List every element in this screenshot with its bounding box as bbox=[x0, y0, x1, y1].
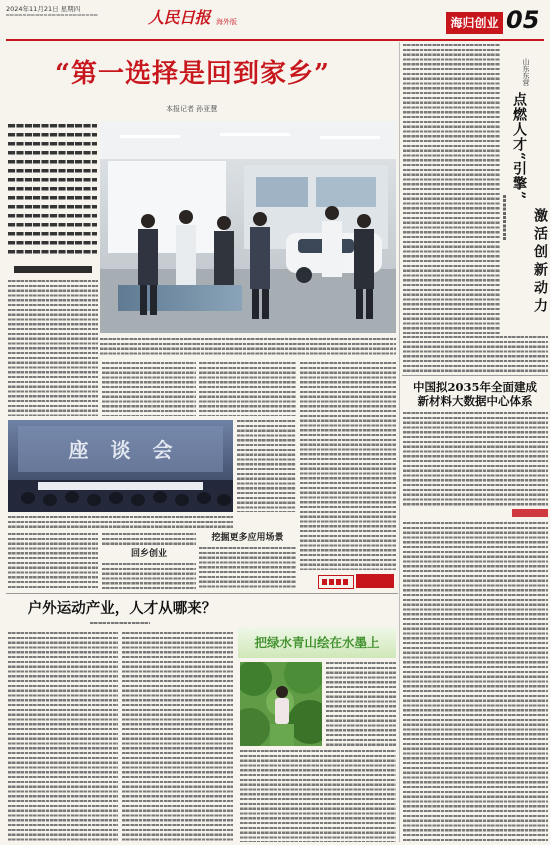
side-article-text-bottom bbox=[403, 336, 548, 372]
side-article-title-line2: 激活创新动力 bbox=[532, 208, 548, 316]
right-column-rule bbox=[399, 42, 400, 842]
body-text-col2 bbox=[102, 362, 196, 416]
subhead-return-home: 回乡创业 bbox=[130, 549, 167, 559]
outdoor-text-col1 bbox=[8, 632, 118, 842]
green-article-title: 把绿水青山绘在水墨上 bbox=[254, 635, 380, 650]
header-rule bbox=[6, 39, 544, 41]
edition-label: 海外版 bbox=[216, 18, 237, 26]
body-text-col4 bbox=[300, 362, 396, 570]
green-photo bbox=[240, 662, 322, 746]
green-article-text-side bbox=[326, 662, 396, 746]
column-seal-box bbox=[356, 574, 394, 588]
section-divider bbox=[6, 593, 398, 594]
forum-photo-caption bbox=[8, 516, 233, 528]
body-text-col3-lower bbox=[199, 547, 296, 590]
factory-photo-image bbox=[100, 121, 396, 333]
body-text-col1-lower bbox=[8, 533, 98, 590]
newspaper-logo: 人民日报 bbox=[148, 8, 211, 27]
body-text-col3-wrap bbox=[237, 420, 296, 512]
column-seal-mark bbox=[322, 579, 350, 585]
main-byline: 本报记者 孙亚慧 bbox=[166, 105, 218, 113]
side-article-location: 山东东营 bbox=[522, 58, 530, 86]
forum-banner-text: 座谈会 bbox=[68, 438, 195, 462]
body-text-col2-lower bbox=[102, 533, 196, 545]
editor-info-line bbox=[6, 14, 98, 17]
news-brief-text bbox=[403, 412, 548, 508]
main-headline: “第一选择是回到家乡” bbox=[55, 59, 330, 89]
outdoor-text-col2 bbox=[122, 632, 233, 842]
green-article-banner bbox=[238, 628, 396, 658]
news-brief-title bbox=[402, 380, 548, 408]
brief-red-tag bbox=[512, 509, 548, 517]
factory-photo bbox=[100, 121, 396, 333]
news-brief-title-line1: 中国拟2035年全面建成 bbox=[412, 380, 537, 394]
side-article-text bbox=[403, 44, 500, 334]
subhead-application-scenes: 挖掘更多应用场景 bbox=[211, 533, 284, 543]
section-title: 海归创业 bbox=[446, 12, 503, 34]
side-article-title-line1: 点燃人才“引擎” bbox=[511, 92, 527, 201]
news-brief-title-line2: 新材料大数据中心体系 bbox=[417, 394, 533, 408]
column-seal bbox=[318, 575, 354, 589]
page-number: 05 bbox=[506, 6, 540, 34]
body-text-col2-end bbox=[102, 563, 196, 590]
issue-date: 2024年11月21日 星期四 bbox=[6, 5, 81, 13]
outdoor-article-title: 户外运动产业，人才从哪来？ bbox=[27, 600, 217, 617]
intro-text bbox=[8, 124, 97, 256]
outdoor-article-byline bbox=[90, 622, 150, 625]
forum-photo bbox=[8, 420, 233, 512]
side-article-byline bbox=[503, 195, 506, 240]
factory-photo-caption bbox=[100, 338, 396, 356]
green-photo-image bbox=[240, 662, 322, 746]
green-article-text-bottom bbox=[240, 750, 396, 842]
brief-divider bbox=[402, 375, 548, 376]
right-column-text bbox=[403, 522, 548, 842]
body-text-col3 bbox=[199, 362, 296, 416]
body-text-col1 bbox=[8, 280, 98, 416]
column-subhead bbox=[14, 266, 92, 273]
